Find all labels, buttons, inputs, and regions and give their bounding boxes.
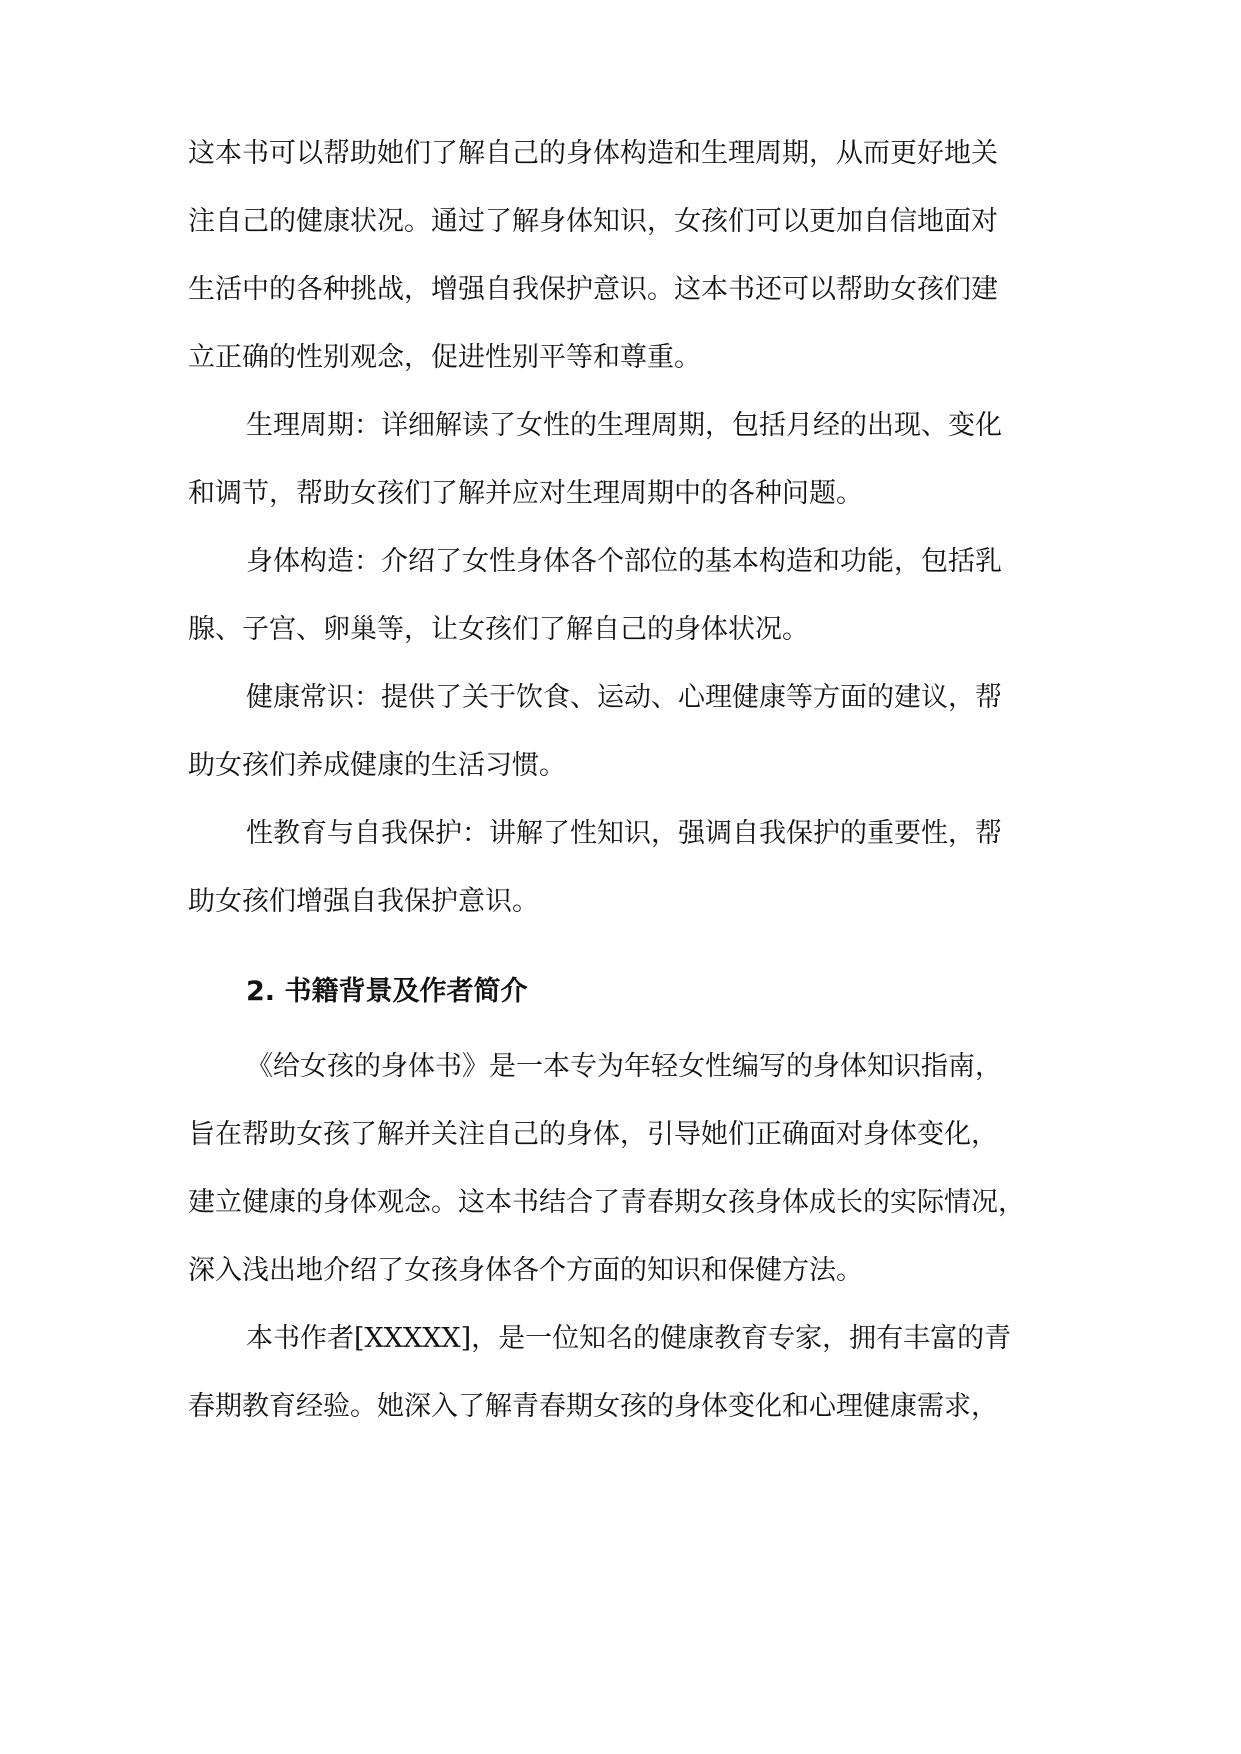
paragraph-line: 助女孩们养成健康的生活习惯。 xyxy=(188,750,566,781)
paragraph-line: 这本书可以帮助她们了解自己的身体构造和生理周期，从而更好地关 xyxy=(188,138,998,169)
paragraph-line: 腺、子宫、卵巢等，让女孩们了解自己的身体状况。 xyxy=(188,614,809,645)
paragraph-line: 建立健康的身体观念。这本书结合了青春期女孩身体成长的实际情况， xyxy=(188,1187,1025,1218)
paragraph-line: 和调节，帮助女孩们了解并应对生理周期中的各种问题。 xyxy=(188,478,863,509)
paragraph-line: 性教育与自我保护：讲解了性知识，强调自我保护的重要性，帮 xyxy=(246,818,1002,849)
paragraph-line: 健康常识：提供了关于饮食、运动、心理健康等方面的建议，帮 xyxy=(246,682,1002,713)
paragraph-line: 身体构造：介绍了女性身体各个部位的基本构造和功能，包括乳 xyxy=(246,546,1002,577)
section-heading: 2. 书籍背景及作者简介 xyxy=(246,976,528,1007)
paragraph-line: 生活中的各种挑战，增强自我保护意识。这本书还可以帮助女孩们建 xyxy=(188,274,998,305)
paragraph-line: 旨在帮助女孩了解并关注自己的身体，引导她们正确面对身体变化， xyxy=(188,1119,998,1150)
paragraph-line: 生理周期：详细解读了女性的生理周期，包括月经的出现、变化 xyxy=(246,410,1002,441)
paragraph-line: 本书作者[XXXXX]，是一位知名的健康教育专家，拥有丰富的青 xyxy=(246,1323,1012,1354)
paragraph-line: 深入浅出地介绍了女孩身体各个方面的知识和保健方法。 xyxy=(188,1255,863,1286)
paragraph-line: 助女孩们增强自我保护意识。 xyxy=(188,886,539,917)
paragraph-line: 注自己的健康状况。通过了解身体知识，女孩们可以更加自信地面对 xyxy=(188,206,998,237)
paragraph-line: 《给女孩的身体书》是一本专为年轻女性编写的身体知识指南， xyxy=(246,1051,1002,1082)
paragraph-line: 立正确的性别观念，促进性别平等和尊重。 xyxy=(188,342,701,373)
paragraph-line: 春期教育经验。她深入了解青春期女孩的身体变化和心理健康需求， xyxy=(188,1391,998,1422)
